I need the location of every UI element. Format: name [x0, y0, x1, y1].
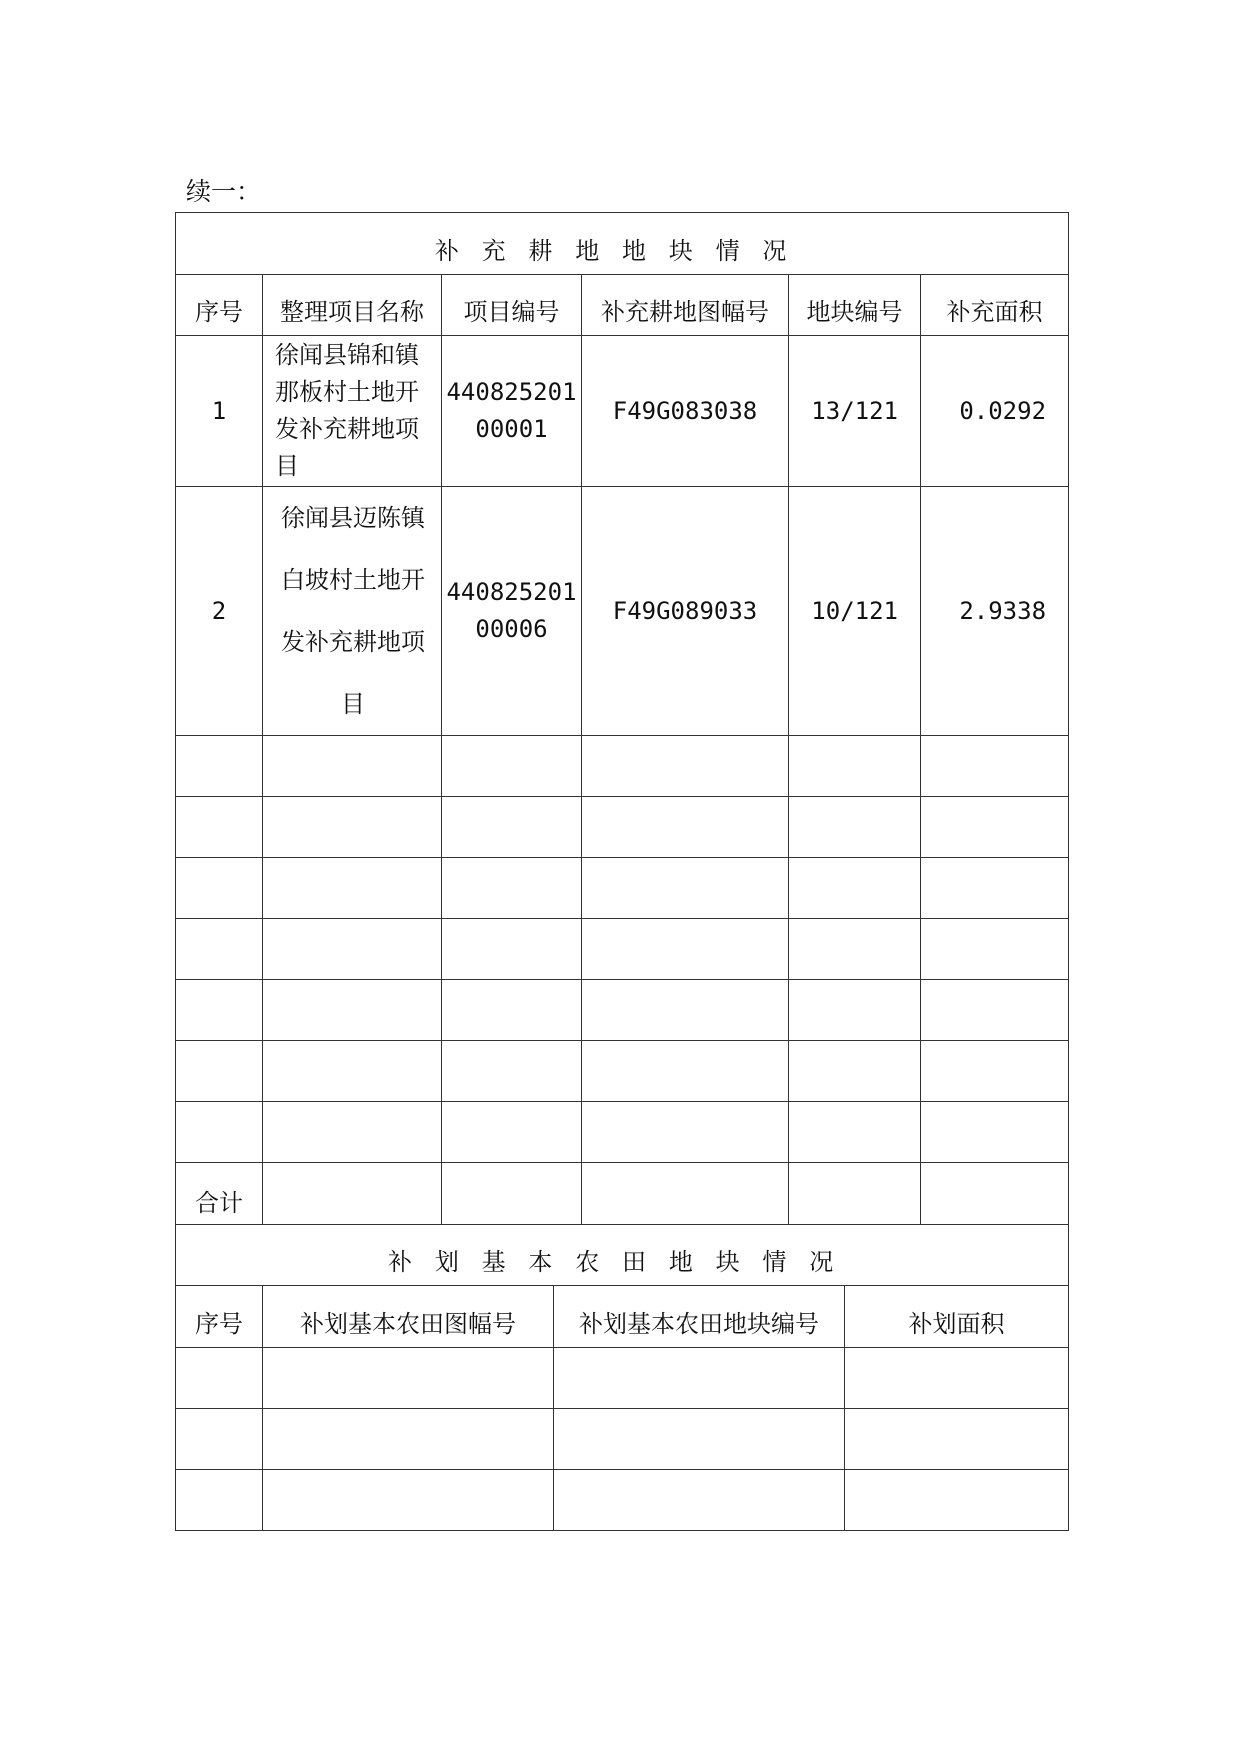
- header-map-sheet: 补充耕地图幅号: [582, 275, 789, 336]
- supplementary-farmland-title: 补充耕地地块情况: [434, 237, 810, 265]
- total-label: 合计: [176, 1163, 263, 1225]
- header-basic-farmland-parcel-number: 补划基本农田地块编号: [554, 1286, 845, 1348]
- empty-table-row: [176, 919, 1069, 980]
- row-project-code-line2: 00006: [475, 615, 548, 643]
- row-project-name: 徐闻县迈陈镇白坡村土地开发补充耕地项目: [263, 487, 442, 736]
- basic-farmland-title: 补划基本农田地块情况: [388, 1248, 857, 1276]
- supplementary-farmland-header-row: [176, 275, 1069, 336]
- row-map-sheet: F49G083038: [582, 336, 789, 487]
- table-row: [176, 336, 1069, 487]
- row-project-name: 徐闻县锦和镇那板村土地开发补充耕地项目: [263, 336, 442, 487]
- empty-table-row: [176, 980, 1069, 1041]
- continued-label: 续一：: [186, 177, 262, 206]
- empty-table-row: [176, 1348, 1069, 1409]
- table-row: [176, 487, 1069, 736]
- row-project-code-line1: 440825201: [446, 378, 577, 406]
- row-project-code: [442, 487, 582, 736]
- empty-table-row: [176, 858, 1069, 919]
- row-parcel-number: 10/121: [789, 487, 921, 736]
- header-parcel-number: 地块编号: [789, 275, 921, 336]
- empty-table-row: [176, 797, 1069, 858]
- row-project-code: [442, 336, 582, 487]
- empty-table-row: [176, 1102, 1069, 1163]
- header-area: 补充面积: [921, 275, 1069, 336]
- supplementary-farmland-title-cell: [176, 213, 1069, 275]
- row-seq: 1: [176, 336, 263, 487]
- basic-farmland-header-row: [176, 1286, 1069, 1348]
- header-seq: 序号: [176, 275, 263, 336]
- row-area: 2.9338: [921, 487, 1069, 736]
- header-seq: 序号: [176, 1286, 263, 1348]
- empty-table-row: [176, 1409, 1069, 1470]
- row-seq: 2: [176, 487, 263, 736]
- row-area: 0.0292: [921, 336, 1069, 487]
- row-project-code-line1: 440825201: [446, 578, 577, 606]
- empty-table-row: [176, 1041, 1069, 1102]
- header-project-name: 整理项目名称: [263, 275, 442, 336]
- basic-farmland-title-cell: [176, 1225, 1069, 1286]
- land-parcel-table: [175, 212, 1069, 1286]
- empty-table-row: [176, 736, 1069, 797]
- row-map-sheet: F49G089033: [582, 487, 789, 736]
- header-basic-farmland-map-sheet: 补划基本农田图幅号: [263, 1286, 554, 1348]
- row-project-code-line2: 00001: [475, 415, 548, 443]
- row-parcel-number: 13/121: [789, 336, 921, 487]
- header-project-code: 项目编号: [442, 275, 582, 336]
- empty-table-row: [176, 1470, 1069, 1531]
- basic-farmland-table: [175, 1285, 1069, 1531]
- header-basic-farmland-area: 补划面积: [845, 1286, 1069, 1348]
- total-row: [176, 1163, 1069, 1225]
